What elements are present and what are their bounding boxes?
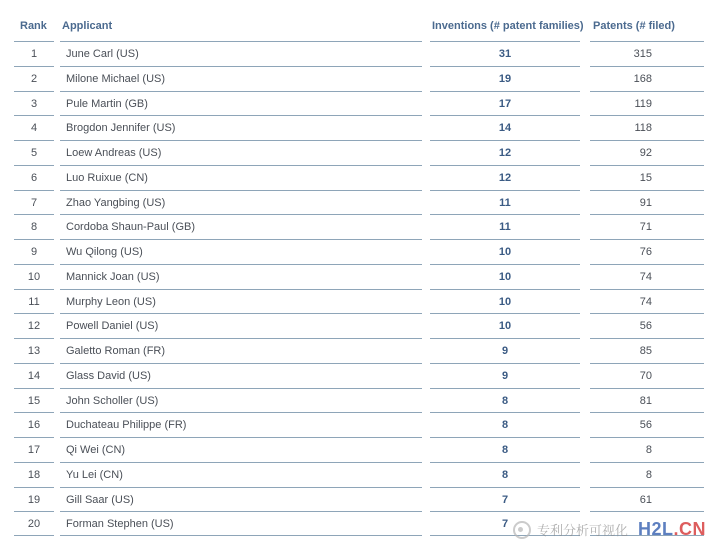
applicant-cell: Luo Ruixue (CN) — [60, 165, 422, 190]
patents-cell: 91 — [590, 190, 704, 215]
rank-cell: 11 — [14, 289, 54, 314]
inventions-cell: 8 — [430, 462, 580, 487]
applicant-cell: Milone Michael (US) — [60, 66, 422, 91]
watermark-brand — [638, 519, 706, 540]
table-row — [0, 239, 720, 264]
rank-cell: 2 — [14, 66, 54, 91]
table-body — [0, 41, 720, 536]
table-row — [0, 363, 720, 388]
rank-cell: 13 — [14, 338, 54, 363]
rank-cell: 16 — [14, 412, 54, 437]
header-patents: Patents (# filed) — [593, 20, 675, 32]
applicant-cell: Brogdon Jennifer (US) — [60, 115, 422, 140]
inventions-cell: 9 — [430, 338, 580, 363]
patents-cell: 168 — [590, 66, 704, 91]
applicant-cell: John Scholler (US) — [60, 388, 422, 413]
patents-cell: 76 — [590, 239, 704, 264]
watermark-brand-part1: H2L — [637, 519, 674, 539]
applicant-cell: Glass David (US) — [60, 363, 422, 388]
table-row — [0, 462, 720, 487]
inventions-cell: 7 — [430, 511, 580, 536]
rank-cell: 17 — [14, 437, 54, 462]
patents-cell: 315 — [590, 41, 704, 66]
applicant-cell: Powell Daniel (US) — [60, 313, 422, 338]
table-row — [0, 338, 720, 363]
wechat-icon — [513, 521, 531, 539]
inventions-cell: 8 — [430, 437, 580, 462]
inventions-cell: 10 — [430, 239, 580, 264]
table-row — [0, 91, 720, 116]
applicant-cell: Galetto Roman (FR) — [60, 338, 422, 363]
rank-cell: 7 — [14, 190, 54, 215]
applicant-cell: Duchateau Philippe (FR) — [60, 412, 422, 437]
table-row — [0, 165, 720, 190]
patents-cell: 70 — [590, 363, 704, 388]
rank-cell: 12 — [14, 313, 54, 338]
inventions-cell: 9 — [430, 363, 580, 388]
inventions-cell: 10 — [430, 264, 580, 289]
rank-cell: 6 — [14, 165, 54, 190]
inventions-cell: 19 — [430, 66, 580, 91]
inventions-cell: 7 — [430, 487, 580, 512]
inventions-cell: 12 — [430, 140, 580, 165]
patents-cell: 74 — [590, 264, 704, 289]
rank-cell: 1 — [14, 41, 54, 66]
table-row — [0, 41, 720, 66]
table-row — [0, 313, 720, 338]
header-inventions: Inventions (# patent families) — [432, 20, 584, 32]
patents-cell: 71 — [590, 214, 704, 239]
rank-cell: 14 — [14, 363, 54, 388]
rank-cell: 20 — [14, 511, 54, 536]
table-header — [0, 0, 720, 40]
table-row — [0, 140, 720, 165]
applicant-cell: Mannick Joan (US) — [60, 264, 422, 289]
rank-cell: 3 — [14, 91, 54, 116]
applicant-cell: Pule Martin (GB) — [60, 91, 422, 116]
patents-cell: 81 — [590, 388, 704, 413]
applicant-cell: Qi Wei (CN) — [60, 437, 422, 462]
inventions-cell: 11 — [430, 190, 580, 215]
applicant-cell: Zhao Yangbing (US) — [60, 190, 422, 215]
patents-cell: 92 — [590, 140, 704, 165]
inventions-cell: 11 — [430, 214, 580, 239]
rank-cell: 10 — [14, 264, 54, 289]
table-row — [0, 214, 720, 239]
patents-cell: 8 — [590, 462, 704, 487]
inventions-cell: 8 — [430, 412, 580, 437]
watermark — [513, 519, 706, 540]
table-row — [0, 264, 720, 289]
patents-cell: 119 — [590, 91, 704, 116]
rank-cell: 9 — [14, 239, 54, 264]
patents-cell: 74 — [590, 289, 704, 314]
patents-cell: 8 — [590, 437, 704, 462]
inventions-cell: 14 — [430, 115, 580, 140]
applicant-cell: Yu Lei (CN) — [60, 462, 422, 487]
patents-cell: 118 — [590, 115, 704, 140]
rank-cell: 8 — [14, 214, 54, 239]
applicant-cell: Forman Stephen (US) — [60, 511, 422, 536]
applicant-cell: Loew Andreas (US) — [60, 140, 422, 165]
inventions-cell: 12 — [430, 165, 580, 190]
patents-cell: 85 — [590, 338, 704, 363]
patents-cell: 56 — [590, 412, 704, 437]
applicant-cell: June Carl (US) — [60, 41, 422, 66]
applicant-cell: Murphy Leon (US) — [60, 289, 422, 314]
rank-cell: 15 — [14, 388, 54, 413]
table-row — [0, 487, 720, 512]
inventions-cell: 17 — [430, 91, 580, 116]
patents-cell: 56 — [590, 313, 704, 338]
inventions-cell: 8 — [430, 388, 580, 413]
table-row — [0, 190, 720, 215]
applicant-cell: Gill Saar (US) — [60, 487, 422, 512]
rank-cell: 4 — [14, 115, 54, 140]
patents-cell: 15 — [590, 165, 704, 190]
inventions-cell: 31 — [430, 41, 580, 66]
inventions-cell: 10 — [430, 313, 580, 338]
rank-cell: 18 — [14, 462, 54, 487]
header-rank: Rank — [20, 20, 47, 32]
table-row — [0, 115, 720, 140]
patents-cell: 61 — [590, 487, 704, 512]
watermark-brand-part2: .CN — [673, 519, 706, 539]
table-row — [0, 437, 720, 462]
applicant-cell: Cordoba Shaun-Paul (GB) — [60, 214, 422, 239]
rank-cell: 5 — [14, 140, 54, 165]
inventions-cell: 10 — [430, 289, 580, 314]
rank-cell: 19 — [14, 487, 54, 512]
header-applicant: Applicant — [62, 20, 113, 32]
table-row — [0, 412, 720, 437]
table-row — [0, 289, 720, 314]
table-row — [0, 66, 720, 91]
table-row — [0, 388, 720, 413]
watermark-text: 专利分析可视化 — [536, 523, 628, 538]
applicant-cell: Wu Qilong (US) — [60, 239, 422, 264]
